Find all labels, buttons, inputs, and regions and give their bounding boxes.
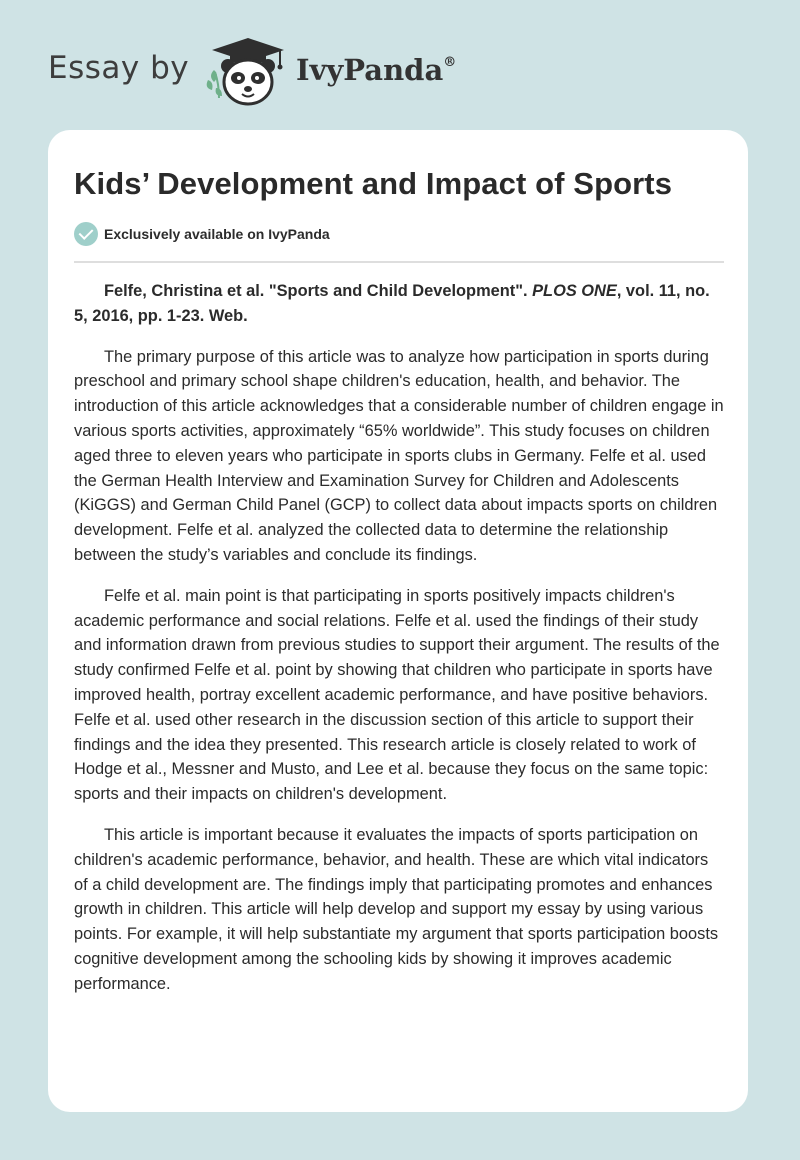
essay-by-label: Essay by xyxy=(48,50,190,86)
citation xyxy=(74,279,726,329)
citation-journal: PLOS ONE xyxy=(532,282,617,300)
citation-authors-title: Felfe, Christina et al. "Sports and Child Development". xyxy=(104,282,533,300)
site-header xyxy=(0,0,800,130)
brand-name[interactable] xyxy=(296,53,456,87)
exclusive-badge xyxy=(74,222,330,246)
paragraph: This article is important because it evaluates the impacts of sports participation on children's academic performance, behavior, and health. These are which vital indicators of a child development are. The findings imply that participating promotes and enhances growth in children. This article will help develop and support my essay by using various points. For example, it will help substantiate my argument that sports participation boosts cognitive development among the schooling kids by showing it improves academic performance. xyxy=(74,825,719,993)
divider xyxy=(74,261,724,263)
essay-card xyxy=(48,130,748,1112)
essay-body xyxy=(74,279,726,1013)
paragraph: Felfe et al. main point is that participating in sports positively impacts children's academic performance and social relations. Felfe et al. used the findings of their study and information drawn from previous studies to support their argument. The results of the study confirmed Felfe et al. point by showing that children who participate in sports have improved health, portray excellent academic performance, and have positive behaviors. Felfe et al. used other research in the discussion section of this article to support their findings and the idea they presented. This research article is closely related to work of Hodge et al., Messner and Musto, and Lee et al. because they focus on the same topic: sports and their impacts on children's development. xyxy=(74,586,720,804)
citation-details: , vol. 11, no. 5, 2016, pp. 1-23. Web. xyxy=(74,282,710,325)
brand-text: IvyPanda xyxy=(296,53,444,87)
page-title: Kids’ Development and Impact of Sports xyxy=(74,166,673,201)
exclusive-badge-label: Exclusively available on IvyPanda xyxy=(104,226,330,242)
check-circle-icon xyxy=(74,222,98,246)
paragraph: The primary purpose of this article was to analyze how participation in sports during preschool and primary school shape children's education, health, and behavior. The introduction of this article acknowledges that a considerable number of children engage in various sports activities, approximately “65% worldwide”. This study focuses on children aged three to eleven years who participate in sports clubs in Germany. Felfe et al. used the German Health Interview and Examination Survey for Children and Adolescents (KiGGS) and German Child Panel (GCP) to collect data about impacts sports on children development. Felfe et al. analyzed the collected data to determine the relationship between the study’s variables and conclude its findings. xyxy=(74,347,724,564)
ivypanda-logo-icon[interactable] xyxy=(200,36,296,108)
registered-mark: ® xyxy=(443,55,457,70)
